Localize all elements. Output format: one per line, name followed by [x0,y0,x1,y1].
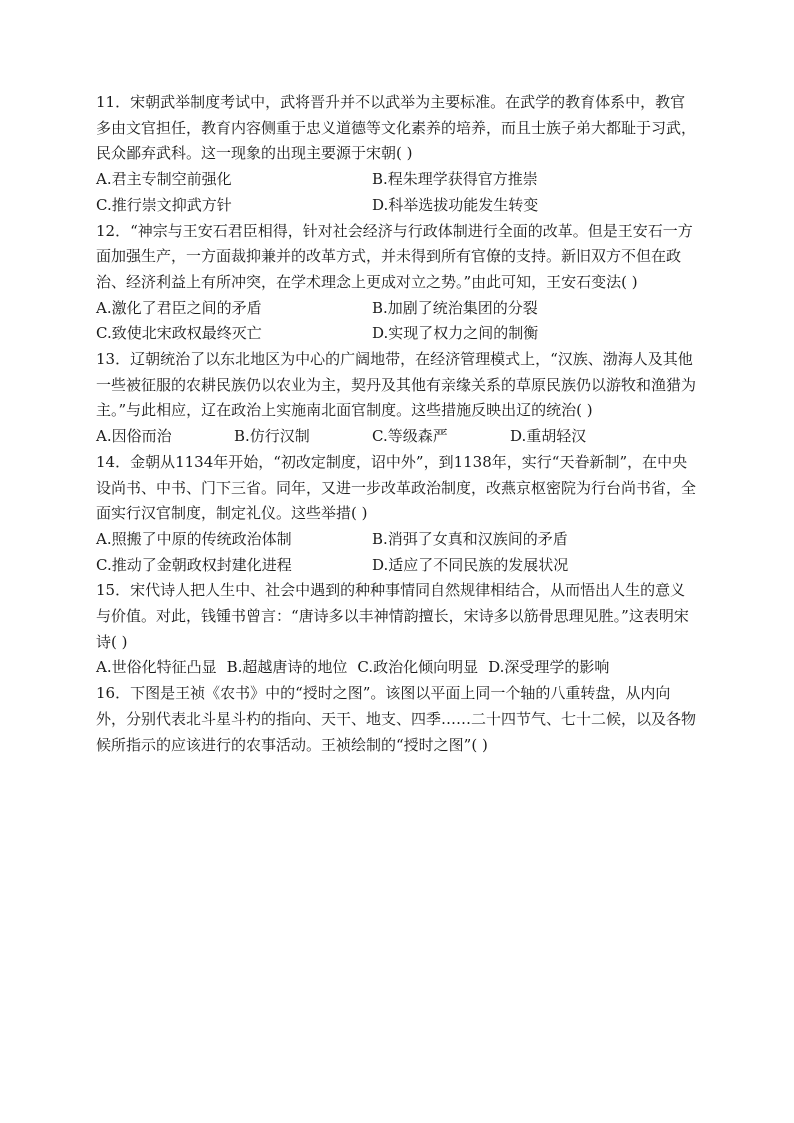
option-row [96,655,700,681]
option-c: C.政治化倾向明显 [357,658,479,677]
question-stem: 16．下图是王祯《农书》中的“授时之图”。该图以平面上同一个轴的八重转盘，从内向外，分别代表北斗星斗杓的指向、天干、地支、四季……二十四节气、七十二候，以及各物候所指示的应该进行的农事活动。王祯绘制的“授时之图”( ) [96,684,697,754]
option-d: D.适应了不同民族的发展状况 [372,555,569,574]
question-11 [96,90,700,219]
question-list [96,90,700,758]
option-c: C.等级森严 [372,427,448,446]
option-a: A.君主专制空前强化 [96,170,232,189]
option-a: A.因俗而治 [96,427,172,446]
question-15 [96,578,700,681]
option-row [96,167,700,193]
question-stem: 11．宋朝武举制度考试中，武将晋升并不以武举为主要标准。在武学的教育体系中，教官多由文官担任，教育内容侧重于忠义道德等文化素养的培养，而且士族子弟大都耻于习武，民众鄙弃武科。这一现象的出现主要源于宋朝( ) [96,93,697,163]
option-a: A.照搬了中原的传统政治体制 [96,529,292,548]
option-c: C.推行崇文抑武方针 [96,195,232,214]
option-c: C.推动了金朝政权封建化进程 [96,555,292,574]
question-16 [96,681,700,758]
option-row [96,296,700,322]
option-b: B.消弭了女真和汉族间的矛盾 [372,529,568,548]
option-b: B.加剧了统治集团的分裂 [372,298,538,317]
option-b: B.程朱理学获得官方推崇 [372,170,538,189]
option-a: A.世俗化特征凸显 [96,658,217,677]
question-stem: 14．金朝从1134年开始，“初改定制度，诏中外”，到1138年，实行“天眷新制”，在中央设尚书、中书、门下三省。同年，又进一步改革政治制度，改燕京枢密院为行台尚书省，全面实行汉官制度，制定礼仪。这些举措( ) [96,452,697,523]
option-d: D.重胡轻汉 [510,427,587,446]
option-row [96,553,700,579]
question-13 [96,347,700,450]
option-a: A.激化了君臣之间的矛盾 [96,298,262,317]
option-c: C.致使北宋政权最终灭亡 [96,324,262,343]
question-stem: 15．宋代诗人把人生中、社会中遇到的种种事情同自然规律相结合，从而悟出人生的意义与价值。对此，钱锺书曾言：“唐诗多以丰神情韵擅长，宋诗多以筋骨思理见胜。”这表明宋诗( ) [96,581,689,651]
option-row [96,193,700,219]
question-stem: 13．辽朝统治了以东北地区为中心的广阔地带，在经济管理模式上，“汉族、渤海人及其他一些被征服的农耕民族仍以农业为主，契丹及其他有亲缘关系的草原民族仍以游牧和渔猎为主。”与此相应，辽在政治上实施南北面官制度。这些措施反映出辽的统治( ) [96,350,697,420]
option-b: B.超越唐诗的地位 [226,658,348,677]
option-row [96,424,700,450]
option-d: D.科举选拔功能发生转变 [372,195,539,214]
option-d: D.实现了权力之间的制衡 [372,324,539,343]
question-stem: 12．“神宗与王安石君臣相得，针对社会经济与行政体制进行全面的改革。但是王安石一方面加强生产，一方面裁抑兼并的改革方式，并未得到所有官僚的支持。新旧双方不但在政治、经济利益上有所冲突，在学术理念上更成对立之势。”由此可知，王安石变法( ) [96,221,693,291]
option-d: D.深受理学的影响 [488,658,610,677]
option-row [96,527,700,553]
question-12 [96,219,700,348]
option-row [96,321,700,347]
option-b: B.仿行汉制 [234,427,310,446]
question-14 [96,450,700,579]
